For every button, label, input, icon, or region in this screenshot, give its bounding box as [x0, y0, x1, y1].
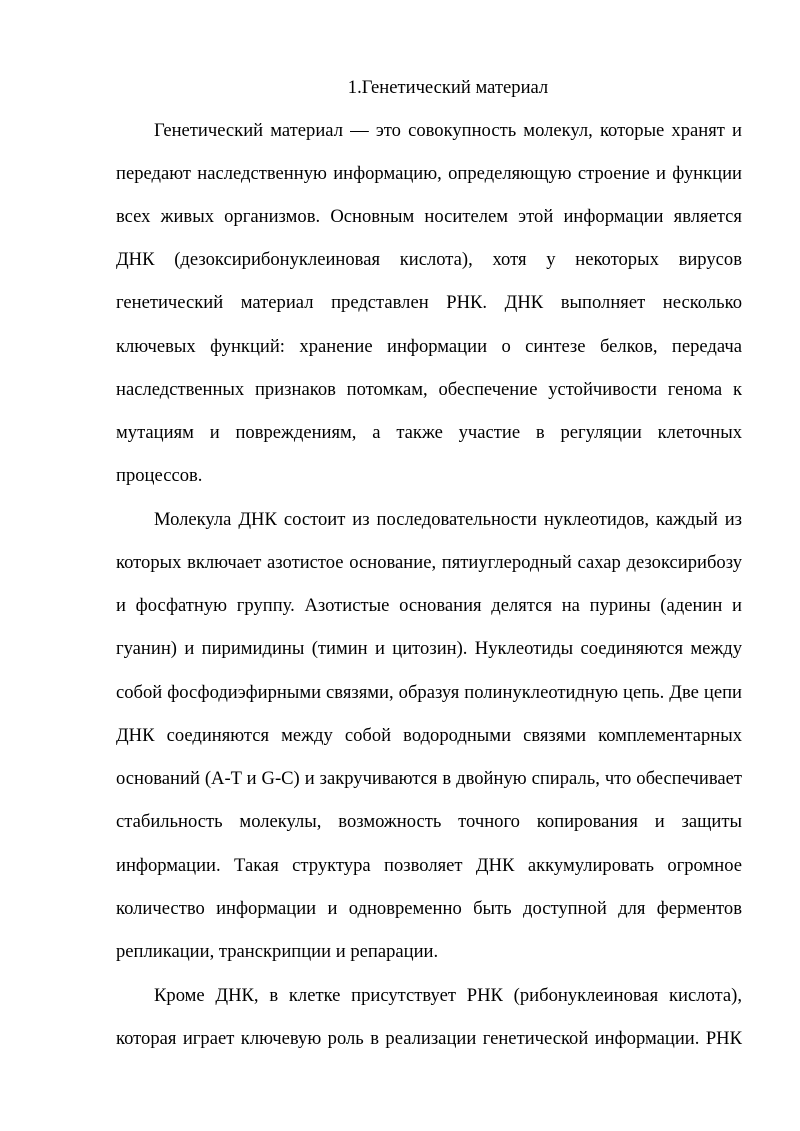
- text-line: и фосфатную группу. Азотистые основания делятся на пурины (аденин и: [116, 595, 742, 616]
- text-line: ДНК (дезоксирибонуклеиновая кислота), хотя у некоторых вирусов: [116, 249, 742, 270]
- text-line: наследственных признаков потомкам, обеспечение устойчивости генома к: [116, 379, 742, 400]
- text-line: Кроме ДНК, в клетке присутствует РНК (рибонуклеиновая кислота),: [154, 985, 742, 1006]
- text-line: ДНК соединяются между собой водородными связями комплементарных: [116, 725, 742, 746]
- text-line: гуанин) и пиримидины (тимин и цитозин). Нуклеотиды соединяются между: [116, 638, 742, 659]
- text-line: Генетический материал — это совокупность молекул, которые хранят и: [154, 120, 742, 141]
- text-line: мутациям и повреждениям, а также участие в регуляции клеточных: [116, 422, 742, 443]
- text-line: передают наследственную информацию, определяющую строение и функции: [116, 163, 742, 184]
- text-line: ключевых функций: хранение информации о синтезе белков, передача: [116, 336, 742, 357]
- text-line: собой фосфодиэфирными связями, образуя полинуклеотидную цепь. Две цепи: [116, 682, 742, 703]
- section-heading: 1.Генетический материал: [347, 77, 549, 98]
- text-line: которая играет ключевую роль в реализации генетической информации. РНК: [116, 1028, 742, 1049]
- text-line: которых включает азотистое основание, пятиуглеродный сахар дезоксирибозу: [116, 552, 742, 573]
- text-line: всех живых организмов. Основным носителем этой информации является: [116, 206, 742, 227]
- text-line: стабильность молекулы, возможность точного копирования и защиты: [116, 811, 742, 832]
- text-line: количество информации и одновременно быть доступной для ферментов: [116, 898, 742, 919]
- text-line: оснований (A-T и G-C) и закручиваются в двойную спираль, что обеспечивает: [116, 768, 742, 789]
- text-line: Молекула ДНК состоит из последовательности нуклеотидов, каждый из: [154, 509, 742, 530]
- text-line: процессов.: [116, 465, 203, 486]
- text-line: информации. Такая структура позволяет ДНК аккумулировать огромное: [116, 855, 742, 876]
- text-line: генетический материал представлен РНК. ДНК выполняет несколько: [116, 292, 742, 313]
- text-line: репликации, транскрипции и репарации.: [116, 941, 439, 962]
